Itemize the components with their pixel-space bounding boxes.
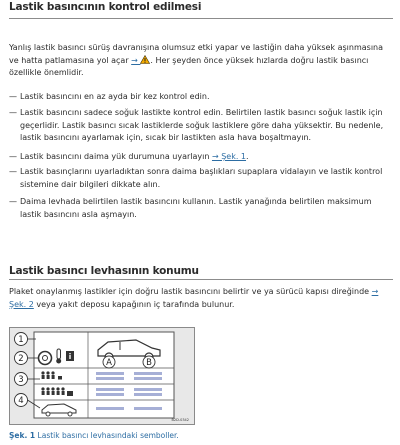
svg-text:4: 4 (18, 396, 24, 406)
intro-paragraph: Yanlış lastik basıncı sürüş davranışına olumsuz etki yapar ve lastiğin daha yüksek aşınmasına ve hatta patlamasına yol açar → . Her şeyden önce yüksek hızlarda doğru lastik basıncı özellikle önemlidir. (9, 43, 384, 77)
svg-text:3: 3 (18, 375, 24, 385)
svg-text:2: 2 (18, 354, 24, 364)
section-title-placard-location: Lastik basıncı levhasının konumu (9, 265, 393, 280)
figure-code: B2D-0342 (171, 418, 189, 422)
placard-illustration (10, 328, 194, 424)
figure-caption: Şek. 1 Lastik basıncı levhasındaki semboller. (9, 431, 179, 440)
list-item: — Daima levhada belirtilen lastik basıncını kullanın. Lastik yanağında belirtilen maksimum lastik basıncını asla aşmayın. (9, 197, 372, 219)
callout-1 (15, 333, 37, 346)
warning-triangle-icon (140, 55, 150, 64)
list-item: — Lastik basıncını sadece soğuk lastikte kontrol edin. Belirtilen lastik basıncı soğuk lastik için geçerlidir. Lastik basıncı sıcak lastiklerde soğuk lastiklere göre daha yüksektir. Bu nedenle, lastik basıncını ayarlamak için, sıcak bir lastikten asla hava boşaltmayın. (9, 108, 384, 142)
list-item: — Lastik basınçlarını uyarladıktan sonra daima başlıkları supaplara vidalayın ve lastik kontrol sistemine dair bilgileri dikkate alın. (9, 167, 383, 189)
tire-pressure-placard-figure (9, 327, 195, 425)
figure-1-link[interactable]: → Şek. 1 (211, 152, 247, 161)
list-item: — Lastik basıncını daima yük durumuna uyarlayın → Şek. 1. (9, 152, 249, 161)
column-a-label: A (106, 358, 112, 368)
section-title-tire-pressure-check: Lastik basıncının kontrol edilmesi (9, 1, 393, 19)
list-item: — Lastik basıncını en az ayda bir kez kontrol edin. (9, 92, 210, 101)
svg-text:1: 1 (18, 335, 24, 345)
info-book-icon (66, 351, 74, 361)
warning-link[interactable]: → (131, 56, 150, 65)
figure-2-link[interactable]: → Şek. 2 (9, 287, 379, 309)
placard-location-paragraph: Plaket onaylanmış lastikler için doğru lastik basıncını belirtir ve ya sürücü kapısı direğinde → Şek. 2 veya yakıt deposu kapağının iç tarafında bulunur. (9, 287, 379, 309)
column-b-label: B (146, 358, 152, 368)
figure-number: Şek. 1 (9, 431, 36, 440)
